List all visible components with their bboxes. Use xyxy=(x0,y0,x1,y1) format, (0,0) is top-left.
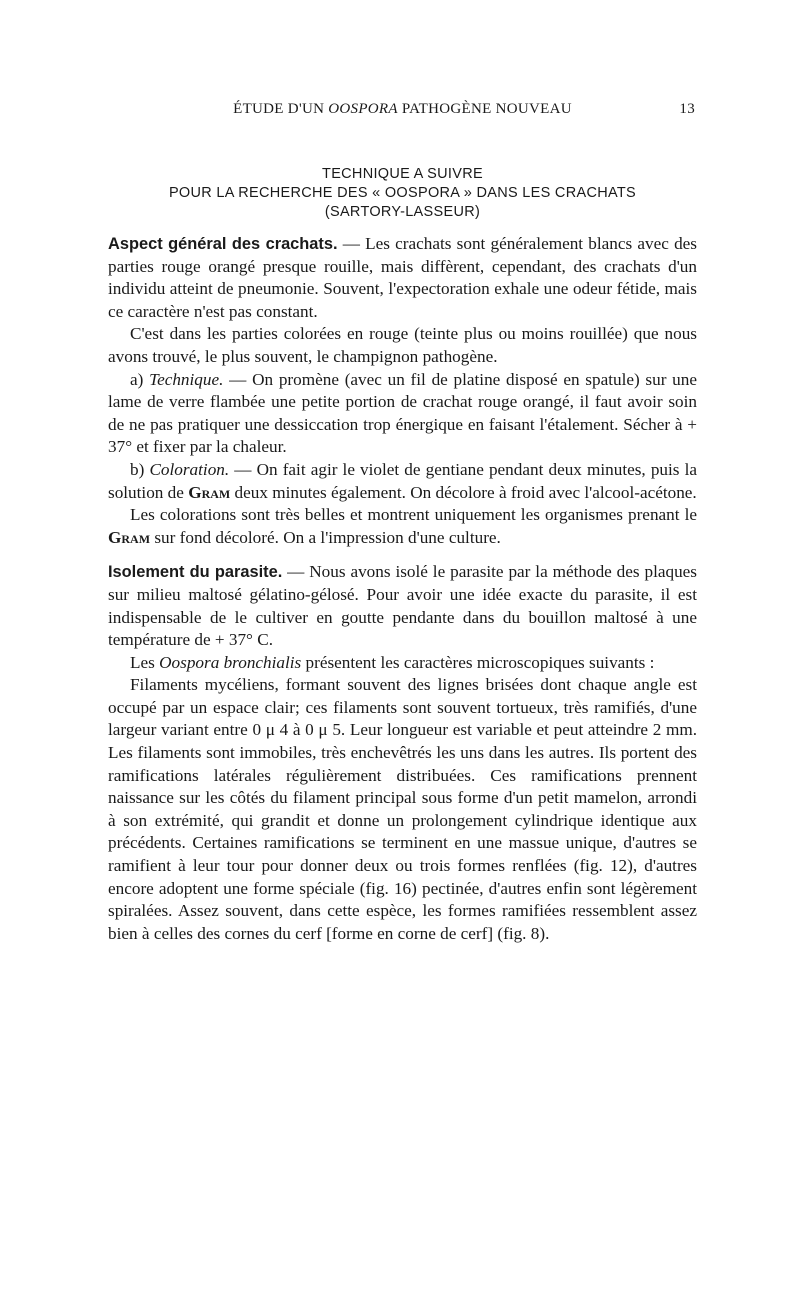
page-number: 13 xyxy=(679,101,695,117)
section-heading xyxy=(110,165,695,222)
section-heading-line-2: POUR LA RECHERCHE DES « OOSPORA » DANS LES CRACHATS xyxy=(168,185,637,201)
italic-term-technique: Technique. xyxy=(149,369,224,389)
list-marker: a) xyxy=(130,369,150,389)
paragraph-text: — Nous avons isolé le parasite par la méthode des plaques sur milieu maltosé gélatino-gélosé. Pour avoir une idée exacte du parasite, il est indispensable de le cultiver en goutte pendante dans du bouillon maltosé à une température de + 37° C. xyxy=(108,562,697,650)
small-caps-gram: Gram xyxy=(108,527,151,547)
paragraph-text: Les xyxy=(130,652,160,672)
list-marker: b) xyxy=(130,459,150,479)
paragraph-text: — Les crachats sont généralement blancs avec des parties rouge orangé presque rouille, mais diffèrent, cependant, des crachats d'un individu atteint de pneumonie. Souvent, l'expectoration exhale une odeur fétide, mais ce caractère n'est pas constant. xyxy=(108,234,697,321)
run-in-heading-aspect: Aspect général des crachats. xyxy=(108,235,338,253)
paragraph-aspect xyxy=(108,233,697,323)
paragraph-colored-parts xyxy=(108,323,697,368)
paragraph-text: présentent les caractères microscopiques suivants : xyxy=(301,652,655,672)
paragraph-filaments xyxy=(108,674,697,945)
running-title-text-end: PATHOGÈNE NOUVEAU xyxy=(397,101,572,117)
italic-term-coloration: Coloration. xyxy=(149,459,230,479)
small-caps-gram: Gram xyxy=(188,482,231,502)
italic-species-name: Oospora bronchialis xyxy=(159,652,302,672)
paragraph-text: Filaments mycéliens, formant souvent des lignes brisées dont chaque angle est occupé par un espace clair; ces filaments sont souvent tortueux, très ramifiés, d'une largeur variant entre 0 μ 4 à 0 μ 5. Leur longueur est variable et peut atteindre 2 mm. Les filaments sont immobiles, très enchevêtrés les uns dans les autres. Ils portent des ramifications latérales régulièrement distribuées. Ces ramifications prennent naissance sur les côtés du filament principal sous forme d'un petit mamelon, arrondi à son extrémité, qui grandit et donne un prolongement cylindrique identique aux précédents. Certaines ramifications se terminent en une massue unique, d'autres se ramifient à leur tour pour donner deux ou trois formes renflées (fig. 12), d'autres encore adoptent une forme spéciale (fig. 16) pectinée, d'autres enfin sont légèrement spiralées. Assez souvent, dans cette espèce, les formes ramifiées ressemblent assez bien à celles des cornes du cerf [forme en corne de cerf] (fig. 8). xyxy=(108,675,697,943)
paragraph-text: C'est dans les parties colorées en rouge (teinte plus ou moins rouillée) que nous avons trouvé, le plus souvent, le champignon pathogène. xyxy=(108,324,697,366)
paragraph-text: — On promène (avec un fil de platine disposé en spatule) sur une lame de verre flambée une petite portion de crachat rouge orangé, il faut avoir soin de ne pas pratiquer une dessiccation trop énergique en faisant l'étalement. Sécher à + 37° et fixer par la chaleur. xyxy=(108,369,697,457)
paragraph-text: sur fond décoloré. On a l'impression d'une culture. xyxy=(150,527,501,547)
paragraph-text: Les colorations sont très belles et montrent uniquement les organismes prenant le xyxy=(130,505,697,525)
paragraph-coloration xyxy=(108,459,697,504)
paragraph-colorations-result xyxy=(108,504,697,549)
run-in-heading-isolement: Isolement du parasite. xyxy=(108,563,283,582)
paragraph-text: — On fait agir le violet de gentiane pendant deux minutes, puis la solution de xyxy=(108,459,697,502)
running-title xyxy=(110,101,695,118)
paragraph-isolement xyxy=(108,561,697,651)
section-heading-line-1: TECHNIQUE A SUIVRE xyxy=(322,166,483,182)
paragraph-oospora-bronchialis xyxy=(108,652,697,675)
running-header xyxy=(110,101,695,125)
paragraph-technique xyxy=(108,369,697,459)
running-title-italic: OOSPORA xyxy=(328,101,398,117)
section-heading-line-3: (SARTORY-LASSEUR) xyxy=(324,204,481,220)
body-text xyxy=(108,233,697,945)
running-title-text: ÉTUDE D'UN xyxy=(233,101,329,117)
paragraph-text: deux minutes également. On décolore à froid avec l'alcool-acétone. xyxy=(230,482,697,502)
